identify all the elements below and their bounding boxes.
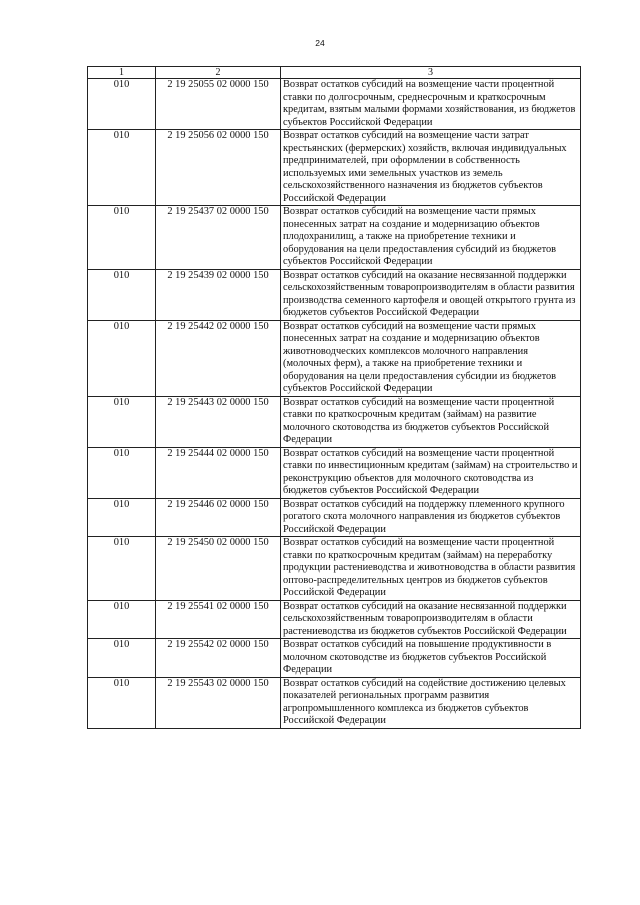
page-number: 24	[315, 38, 325, 48]
income-description-cell: Возврат остатков субсидий на оказание несвязанной поддержки сельскохозяйственным товаропроизводителям в области растениеводства из бюджетов субъектов Российской Федерации	[281, 600, 581, 639]
table-row	[88, 79, 581, 130]
administrator-code-cell: 010	[88, 447, 156, 498]
administrator-code-cell: 010	[88, 677, 156, 728]
table-row	[88, 130, 581, 206]
table-header	[88, 67, 581, 79]
budget-code-cell: 2 19 25446 02 0000 150	[156, 498, 281, 537]
budget-code-cell: 2 19 25055 02 0000 150	[156, 79, 281, 130]
table-body	[88, 79, 581, 729]
column-header-2: 2	[156, 67, 281, 79]
income-description-cell: Возврат остатков субсидий на содействие достижению целевых показателей региональных программ развития агропромышленного комплекса из бюджетов субъектов Российской Федерации	[281, 677, 581, 728]
administrator-code-cell: 010	[88, 79, 156, 130]
table-row	[88, 320, 581, 396]
table-row	[88, 447, 581, 498]
column-header-3: 3	[281, 67, 581, 79]
budget-code-cell: 2 19 25541 02 0000 150	[156, 600, 281, 639]
header-row	[88, 67, 581, 79]
administrator-code-cell: 010	[88, 600, 156, 639]
budget-code-cell: 2 19 25450 02 0000 150	[156, 537, 281, 601]
budget-code-cell: 2 19 25542 02 0000 150	[156, 639, 281, 678]
income-description-cell: Возврат остатков субсидий на поддержку племенного крупного рогатого скота молочного направления из бюджетов субъектов Российской Федерации	[281, 498, 581, 537]
table-row	[88, 537, 581, 601]
administrator-code-cell: 010	[88, 396, 156, 447]
administrator-code-cell: 010	[88, 130, 156, 206]
administrator-code-cell: 010	[88, 269, 156, 320]
table-row	[88, 269, 581, 320]
table-row	[88, 498, 581, 537]
budget-code-cell: 2 19 25442 02 0000 150	[156, 320, 281, 396]
table-row	[88, 396, 581, 447]
budget-classification-table	[87, 66, 581, 729]
income-description-cell: Возврат остатков субсидий на возмещение части процентной ставки по долгосрочным, среднесрочным и краткосрочным кредитам, взятым малыми формами хозяйствования, из бюджетов субъектов Российской Федерации	[281, 79, 581, 130]
table-row	[88, 600, 581, 639]
income-description-cell: Возврат остатков субсидий на возмещение части прямых понесенных затрат на создание и модернизацию объектов плодохранилищ, а также на приобретение техники и оборудования на цели предоставления субсидий из бюджетов субъектов Российской Федерации	[281, 206, 581, 270]
administrator-code-cell: 010	[88, 537, 156, 601]
budget-code-cell: 2 19 25543 02 0000 150	[156, 677, 281, 728]
budget-code-cell: 2 19 25056 02 0000 150	[156, 130, 281, 206]
income-description-cell: Возврат остатков субсидий на возмещение части процентной ставки по краткосрочным кредитам (займам) на развитие молочного скотоводства из бюджетов субъектов Российской Федерации	[281, 396, 581, 447]
administrator-code-cell: 010	[88, 206, 156, 270]
income-description-cell: Возврат остатков субсидий на оказание несвязанной поддержки сельскохозяйственным товаропроизводителям в области развития производства семенного картофеля и овощей открытого грунта из бюджетов субъектов Российской Федерации	[281, 269, 581, 320]
budget-code-cell: 2 19 25437 02 0000 150	[156, 206, 281, 270]
income-description-cell: Возврат остатков субсидий на возмещение части затрат крестьянских (фермерских) хозяйств, включая индивидуальных предпринимателей, при оформлении в собственность используемых ими земельных участков из земель сельскохозяйственного назначения из бюджетов субъектов Российской Федерации	[281, 130, 581, 206]
column-header-1: 1	[88, 67, 156, 79]
budget-code-cell: 2 19 25439 02 0000 150	[156, 269, 281, 320]
administrator-code-cell: 010	[88, 320, 156, 396]
budget-code-cell: 2 19 25443 02 0000 150	[156, 396, 281, 447]
table-row	[88, 639, 581, 678]
income-description-cell: Возврат остатков субсидий на повышение продуктивности в молочном скотоводстве из бюджетов субъектов Российской Федерации	[281, 639, 581, 678]
table-row	[88, 677, 581, 728]
income-description-cell: Возврат остатков субсидий на возмещение части прямых понесенных затрат на создание и модернизацию объектов животноводческих комплексов молочного направления (молочных ферм), а также на приобретение техники и оборудования на цели предоставления субсидии из бюджетов субъектов Российской Федерации	[281, 320, 581, 396]
administrator-code-cell: 010	[88, 639, 156, 678]
budget-code-cell: 2 19 25444 02 0000 150	[156, 447, 281, 498]
administrator-code-cell: 010	[88, 498, 156, 537]
income-description-cell: Возврат остатков субсидий на возмещение части процентной ставки по инвестиционным кредитам (займам) на строительство и реконструкцию объектов для молочного скотоводства из бюджетов субъектов Российской Федерации	[281, 447, 581, 498]
table-row	[88, 206, 581, 270]
income-description-cell: Возврат остатков субсидий на возмещение части процентной ставки по краткосрочным кредитам (займам) на переработку продукции растениеводства и животноводства в области развития оптово-распределительных центров из бюджетов субъектов Российской Федерации	[281, 537, 581, 601]
